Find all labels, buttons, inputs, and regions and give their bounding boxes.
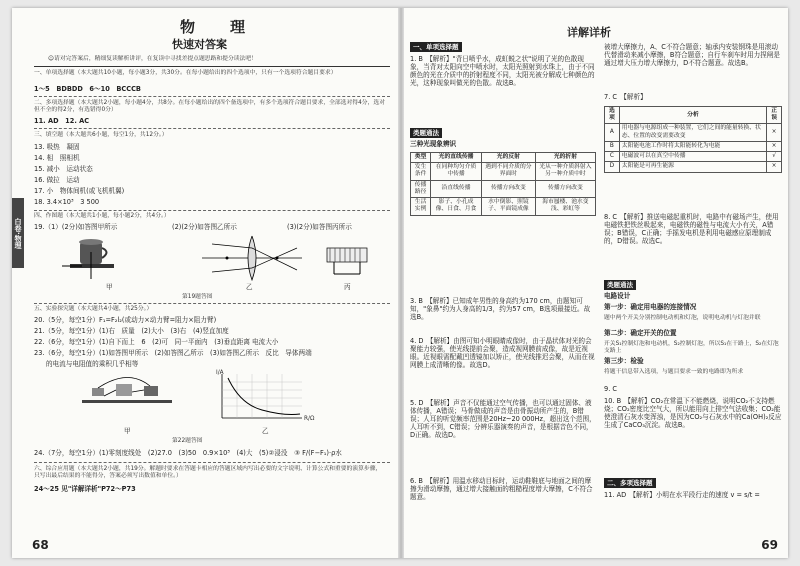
table-header: 选项 <box>605 107 620 124</box>
section6-ref: 24～25 见"详解详析"P72～P73 <box>34 485 136 493</box>
table-cell: 传播路径 <box>411 180 431 197</box>
q8-explanation: 8. C 【解析】推送电磁起重机时，电路中有磁场产生，使用电磁铁把铁丝吸起来，电磁铁的磁性与电流大小有关，A错误；B错误，C正确；手摇发电机是利用电磁感应原理制成的，D错误。故选C。 <box>604 213 779 245</box>
q10-explanation: 10. B 【解析】CO₂在常温下不能燃烧，说明CO₂不支持燃烧；CO₂密度比空气大，所以能用向上排空气法收集；CO₂能使澄清石灰水变浑浊，是因为CO₂与石灰水中的Ca(OH)₂反应生成了CaCO₃沉淀。故选B。 <box>604 397 782 429</box>
step: 开关S₁控制灯泡和电动机，S₂控制灯泡，所以S₁在干路上，S₂在灯泡支路上 <box>604 341 779 354</box>
divider <box>34 66 390 67</box>
table-row <box>411 163 596 180</box>
tip-subtitle: 三种光现象辨识 <box>410 140 457 148</box>
table-cell: 发生条件 <box>411 163 431 180</box>
exp-answer: 的电流与电阻值的乘积几乎相等 <box>46 360 139 368</box>
fig-label: 甲 <box>106 283 113 291</box>
solenoid-figure <box>327 248 367 274</box>
q11-explanation: 11. AD 【解析】小明在水平段行走的速度 v = s/t = <box>604 491 760 499</box>
graph-axis-y: I/A <box>216 370 224 376</box>
section-tag: 一、单项选择题 <box>410 42 462 52</box>
graph-axis-x: R/Ω <box>304 416 315 422</box>
table-header: 正误 <box>767 107 782 124</box>
section4-header: 四、作图题（本大题共1小题，每小题2分，共4分。） <box>34 213 170 219</box>
divider <box>34 303 390 304</box>
table-row <box>605 124 782 141</box>
table-cell: √ <box>767 152 782 162</box>
q5-explanation: 5. D 【解析】声音不仅能通过空气传播，也可以通过固体、液体传播，A错误；马骨做成的声音是由骨振动所产生的，B错误；人耳的听觉频率范围是20Hz~20 000Hz，超出这个范围，人耳听不到，C错误；分辨乐器演奏的声音，是根据音色不同，D正确。故选D。 <box>410 399 596 439</box>
exp-answer: 24.（7分，每空1分）(1)零刻度线处 (2)27.0 (3)50 0.9×10³ (4)大 (5)②浸没 ③ F/(F−F₁)·ρ水 <box>34 449 342 457</box>
section1-header: 一、单项选择题（本大题共10小题，每小题3分，共30分。在每小题给出的四个选项中，只有一个选项符合题目要求） <box>34 70 337 76</box>
left-page <box>12 8 400 558</box>
table-row <box>411 198 596 215</box>
step: 将题干信息带入选项，与题目要求一致的电路即为所求 <box>604 369 744 375</box>
table-row <box>411 180 596 197</box>
fig-caption: 第22题答图 <box>172 438 203 444</box>
divider <box>34 462 390 463</box>
fill-answer: 18. 3.4×10³ 3 500 <box>34 198 100 206</box>
page-number: 68 <box>32 538 49 552</box>
table-cell: D <box>605 162 620 172</box>
i-r-graph <box>222 374 302 418</box>
draw-part: 19.（1）(2分)如答图甲所示 <box>34 223 118 231</box>
divider <box>34 96 390 97</box>
book-spread <box>12 8 788 558</box>
table-header: 光的直线传播 <box>431 153 482 163</box>
table-cell: × <box>767 124 782 141</box>
fig-label: 甲 <box>124 427 131 435</box>
section6-header: 六、综合应用题（本大题共2小题，共19分。解题时要求在答题卡相应的答题区域内写出必要的文字说明、计算公式和重要的演算步骤，只写出最后结果的不能得分，答案必须写出数值和单位。） <box>34 466 382 479</box>
section5-header: 五、实验探究题（本大题共4小题，共25分。） <box>34 306 153 312</box>
table-row <box>605 141 782 151</box>
fig-caption: 第19题答图 <box>182 294 213 300</box>
table-cell: 沿直线传播 <box>431 180 482 197</box>
table-header: 光的折射 <box>535 153 595 163</box>
table-cell: 太阳能电池工作时将太阳能转化为电能 <box>619 141 766 151</box>
exp-answer: 22.（6分，每空1分）(1)自下而上 6 (2)可 同一平面内 (3)垂直距离 电流大小 <box>34 338 279 346</box>
table-cell: A <box>605 124 620 141</box>
table-cell: 用电器与电源组成一种装置，它们之间的能量转换、状态、位置的改变需要改变 <box>619 124 766 141</box>
exp-answer: 20.（5分，每空1分）F₁=F₂l₂(或动力×动力臂=阻力×阻力臂) <box>34 316 217 324</box>
q1-explanation: 1. B 【解析】"背日喷乎水，成虹蜕之状"说明了光的色散现象，当背对太阳向空中喷水时，太阳光照射到水珠上，由于不同颜色的光在介质中的折射程度不同，太阳光被分解成七种颜色的光，这种现象叫做光的色散。故选B。 <box>410 55 595 87</box>
section2-header: 二、多项选择题（本大题共2小题，每小题4分，共8分。在每小题给出的四个备选项中，有多个选项符合题目要求，全部选对得4分，选对但不全的得2分，有选错得0分） <box>34 100 385 113</box>
q3-explanation: 3. B 【解析】已知成年男性的身高约为170 cm，由题知可知，"象鼻"约为人身高的1/3，约为57 cm，B选项最接近。故选B。 <box>410 297 591 321</box>
table-cell: 电磁波可以在真空中传播 <box>619 152 766 162</box>
section3-header: 三、填空题（本大题共6小题，每空1分，共12分。） <box>34 132 168 138</box>
page-subtitle: 快速对答案 <box>172 38 227 51</box>
table-header: 分析 <box>619 107 766 124</box>
q4-explanation: 4. D 【解析】由图可知小明眼睛成像时，由于晶状体对光的会聚能力较强，使光线提前会聚，造成视网膜前成像，故是近视眼。近视眼需配戴凹透镜加以矫正，使光线推迟会聚，从而在视网膜上成清晰的像。故选D。 <box>410 337 595 369</box>
q7-table <box>604 106 782 173</box>
step: 第二步：确定开关的位置 <box>604 329 677 337</box>
page-title: 详解详析 <box>567 26 611 39</box>
table-cell: 光从一种介质斜射入另一种介质中时 <box>535 163 595 180</box>
tip-tag: 类题通法 <box>410 128 442 138</box>
fill-answer: 13. 吸热 凝固 <box>34 143 80 151</box>
fig-label: 乙 <box>262 427 269 435</box>
right-page <box>402 8 788 558</box>
page-title: 物 理 <box>180 18 256 36</box>
table-header: 类型 <box>411 153 431 163</box>
table-header: 光的反射 <box>481 153 535 163</box>
table-cell: 海市蜃楼、池水变浅、彩虹等 <box>535 198 595 215</box>
light-table <box>410 152 596 216</box>
table-row <box>605 162 782 172</box>
exp-answer: 23.（6分，每空1分）(1)如答图甲所示 (2)如答图乙所示 (3)如答图乙所示 反比 导体两端 <box>34 349 312 357</box>
fill-answer: 14. 相 照相机 <box>34 154 80 162</box>
table-cell: 生活实例 <box>411 198 431 215</box>
divider <box>34 210 390 211</box>
table-cell: × <box>767 141 782 151</box>
step: 第三步：检验 <box>604 357 644 365</box>
fill-answer: 16. 做拉 运动 <box>34 176 80 184</box>
fill-answer: 17. 小 物体间机(或飞机机翼) <box>34 187 125 195</box>
section-tag: 二、多项选择题 <box>604 478 656 488</box>
step: 题中两个开关分别控制电动机和灯泡，说明电动机与灯泡并联 <box>604 315 761 321</box>
table-cell: 传播方向改变 <box>535 180 595 197</box>
sidebar-tab: 白卷·物理 <box>12 198 24 268</box>
circuit-diagram <box>82 377 172 403</box>
figure-19-drawings <box>52 234 382 286</box>
table-cell: 影子、小孔成像、日食、月食 <box>431 198 482 215</box>
table-cell: × <box>767 162 782 172</box>
q9-answer: 9. C <box>604 385 617 393</box>
tip-tag: 类题通法 <box>604 280 636 290</box>
q7-label: 7. C 【解析】 <box>604 93 647 101</box>
table-cell: 传播方向改变 <box>481 180 535 197</box>
table-cell: 水中倒影、照镜子、平面镜成像 <box>481 198 535 215</box>
page-number: 69 <box>761 538 778 552</box>
fig-label: 乙 <box>246 283 253 291</box>
tip-line: ☺请对完答案后，精细复读解析讲评，在复读中寻找差提点题思路和提分读法吧！ <box>48 56 257 62</box>
table-row <box>605 152 782 162</box>
draw-part: (3)(2分)如答图丙所示 <box>287 223 352 231</box>
tip-title: 电路设计 <box>604 292 631 300</box>
section1-answers: 1～5 BDBDD 6～10 BCCCB <box>34 85 141 93</box>
table-cell: 遇到不同介质的分界面时 <box>481 163 535 180</box>
fill-answer: 15. 减小 运动状态 <box>34 165 93 173</box>
cup-figure <box>62 239 114 279</box>
draw-part: (2)(2分)如答图乙所示 <box>172 223 237 231</box>
fig-label: 丙 <box>344 283 351 291</box>
table-cell: C <box>605 152 620 162</box>
lens-figure <box>202 236 302 280</box>
step: 第一步：确定用电器的连接情况 <box>604 303 697 311</box>
section2-answers: 11. AD 12. AC <box>34 117 90 125</box>
table-cell: B <box>605 141 620 151</box>
figure-22 <box>82 370 332 428</box>
exp-answer: 21.（5分，每空1分）(1)右 质量 (2)大小 (3)右 (4)竖直加度 <box>34 327 229 335</box>
q6-continued: 被增大摩擦力，A、C不符合题意；轴承内安装钢珠是用滚动代替滑动来减小摩擦，B符合题意；自行车刹车时用力捏闸是通过增大压力增大摩擦力，D不符合题意。故选B。 <box>604 43 780 67</box>
divider <box>34 128 390 129</box>
q6-explanation: 6. B 【解析】用温水移动目标时，运动鞋鞋底与地面之间的摩擦为滑动摩擦，通过增大接触面的粗糙程度增大摩擦，C不符合题意。 <box>410 477 593 501</box>
table-cell: 在同种均匀介质中传播 <box>431 163 482 180</box>
table-cell: 太阳能是可再生能源 <box>619 162 766 172</box>
